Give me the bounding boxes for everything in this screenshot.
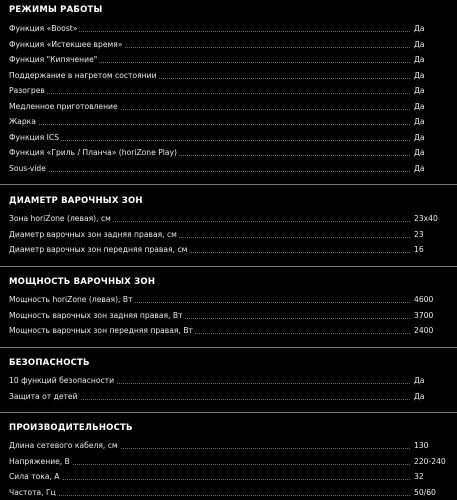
spec-value: Да: [414, 24, 425, 33]
spec-value: Да: [414, 117, 425, 126]
spec-value: 23: [414, 229, 424, 239]
spec-row: [9, 54, 443, 66]
spec-label: Напряжение, В: [9, 456, 70, 466]
section-divider: [0, 347, 457, 348]
spec-label: Мощность horiZone (левая), Вт: [9, 295, 133, 304]
spec-row: [9, 440, 443, 452]
spec-value: 220-240: [414, 456, 446, 466]
spec-row: [9, 294, 443, 306]
leader-dots: [9, 124, 410, 125]
spec-row: [9, 213, 443, 225]
leader-dots: [9, 171, 410, 172]
spec-row: [9, 391, 443, 403]
spec-label: Диаметр варочных зон передняя правая, см: [9, 245, 188, 254]
spec-row: [9, 85, 443, 97]
spec-row: [9, 163, 443, 175]
spec-value: Да: [414, 101, 425, 111]
spec-value: Да: [414, 163, 425, 173]
spec-row: [9, 39, 443, 51]
spec-value: Да: [414, 55, 425, 64]
spec-label: Функция ICS: [9, 132, 60, 142]
section-divider: [0, 184, 457, 185]
spec-label: Диаметр варочных зон задняя правая, см: [9, 229, 177, 239]
spec-label: Медленное приготовление: [9, 101, 118, 111]
spec-label: Поддержание в нагретом состоянии: [9, 70, 157, 80]
spec-label: Сила тока, А: [9, 472, 60, 481]
leader-dots: [9, 93, 410, 94]
spec-label: Функция "Кипячение": [9, 55, 98, 64]
spec-value: 4600: [414, 295, 434, 304]
spec-value: 23x40: [414, 214, 438, 223]
spec-label: Разогрев: [9, 86, 45, 95]
spec-value: 2400: [414, 326, 434, 335]
spec-value: Да: [414, 86, 425, 95]
section-divider: [0, 266, 457, 267]
leader-dots: [9, 140, 410, 141]
spec-row: [9, 229, 443, 241]
spec-row: [9, 244, 443, 256]
spec-label: Частота, Гц: [9, 487, 56, 497]
spec-label: Жарка: [9, 117, 36, 126]
spec-row: [9, 310, 443, 322]
spec-label: Sous-vide: [9, 163, 46, 173]
spec-row: [9, 132, 443, 144]
section-title-diameter: ДИАМЕТР ВАРОЧНЫХ ЗОН: [9, 196, 143, 206]
section-title-safety: БЕЗОПАСНОСТЬ: [9, 358, 90, 368]
spec-label: Функция «Истекшее время»: [9, 39, 123, 49]
leader-dots: [9, 495, 410, 496]
spec-label: 10 функций безопасности: [9, 376, 115, 385]
spec-value: 16: [414, 245, 424, 254]
spec-row: [9, 70, 443, 82]
spec-row: [9, 456, 446, 468]
spec-value: 130: [414, 441, 429, 450]
spec-value: Да: [414, 39, 425, 49]
spec-row: [9, 375, 443, 387]
spec-label: Длина сетевого кабеля, см: [9, 441, 118, 450]
spec-label: Функция «Boost»: [9, 24, 78, 33]
spec-label: Мощность варочных зон задняя правая, Вт: [9, 310, 183, 320]
leader-dots: [9, 479, 410, 480]
spec-row: [9, 487, 443, 499]
spec-row: [9, 101, 443, 113]
spec-label: Защита от детей: [9, 391, 78, 401]
spec-value: 3700: [414, 310, 434, 320]
spec-value: 32: [414, 472, 424, 481]
spec-label: Зона horiZone (левая), см: [9, 214, 111, 223]
section-title-modes: РЕЖИМЫ РАБОТЫ: [9, 5, 103, 15]
spec-row: [9, 471, 443, 483]
spec-row: [9, 116, 443, 128]
spec-row: [9, 325, 443, 337]
spec-value: 50/60: [414, 487, 436, 497]
section-title-performance: ПРОИЗВОДИТЕЛЬНОСТЬ: [9, 423, 133, 433]
spec-label: Мощность варочных зон передняя правая, Вт: [9, 326, 193, 335]
section-title-power: МОЩНОСТЬ ВАРОЧНЫХ ЗОН: [9, 277, 156, 287]
spec-row: [9, 147, 443, 159]
spec-value: Да: [414, 391, 425, 401]
spec-row: [9, 23, 443, 35]
section-divider: [0, 412, 457, 413]
spec-value: Да: [414, 70, 425, 80]
spec-value: Да: [414, 132, 425, 142]
spec-value: Да: [414, 376, 425, 385]
spec-label: Функция «Гриль / Планча» (horiZone Play): [9, 148, 177, 157]
spec-value: Да: [414, 148, 425, 157]
